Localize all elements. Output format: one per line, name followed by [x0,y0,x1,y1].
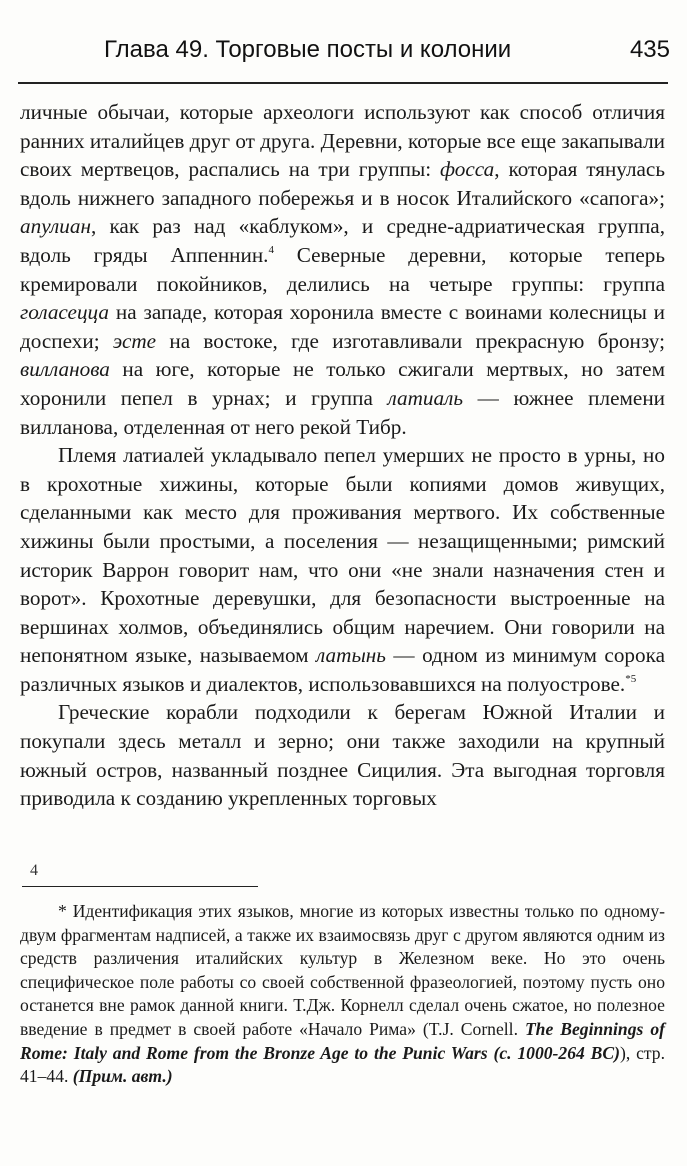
text-run: * Идентификация этих языков, многие из которых известны только по одному-двум фрагментам надписей, а также их взаимосвязь друг с другом являются одним из средств различения италийских культур в Железном веке. Но это очень специфическое поле работы со своей собственной фразеологией, поэтому пусть оно останется вне рамок данной книги. Т.Дж. Корнелл сделал очень сжатое, но полезное введение в предмет в своей работе «Начало Рима» (T.J. Cornell. [20,901,665,1039]
text-run: Северные деревни, которые теперь кремировали покойников, делились на четыре группы: группа [20,242,665,296]
chapter-title: Глава 49. Торговые посты и колонии [104,36,512,63]
text-run: — южнее племени вилланова, отделенная от него рекой Тибр. [20,385,665,439]
italic-term: вилланова [20,357,110,382]
italic-term: латиаль [387,385,463,410]
emphasis-text: The Beginnings of Rome: Italy and Rome from the Bronze Age to the Punic Wars (c. 1000-264 BC) [20,1018,665,1063]
header-rule [18,82,668,84]
text-run: личные обычаи, которые археологи используют как способ отличия ранних италийцев друг от друга. Деревни, которые все еще закапывали своих мертвецов, распались на три группы: [20,100,665,182]
paragraph [20,698,665,812]
text-run: Племя латиалей укладывало пепел умерших не просто в урны, но в крохотные хижины, которые были копиями домов живущих, сделанными как место для проживания мертвого. Их собственные хижины были простыми, а поселения — незащищенными; римский историк Варрон говорит нам, что они «не знали назначения стен и ворот». Крохотные деревушки, для безопасности выстроенные на вершинах холмов, объединялись общим наречием. Они говорили на непонятном языке, называемом [20,443,665,668]
text-run: ), стр. 41–44. [20,1042,665,1087]
text-run: Греческие корабли подходили к берегам Южной Италии и покупали здесь металл и зерно; они также заходили на крупный южный остров, названный позднее Сицилия. Эта выгодная торговля приводила к созданию укрепленных торговых [20,700,665,811]
footnote [20,900,665,1089]
text-run: на юге, которые не только сжигали мертвых, но затем хоронили пепел в урнах; и группа [20,357,665,410]
text-run: , как раз над «каблуком», и средне-адриатическая группа, вдоль гряды Аппеннин. [20,214,665,267]
page-number: 435 [629,36,670,63]
note-ref: *5 [625,672,637,685]
paragraph [20,441,665,698]
footnote-paragraph [20,900,665,1089]
running-header [18,36,670,64]
italic-term: латынь [316,643,386,668]
paragraph [20,98,665,441]
emphasis-text: (Прим. авт.) [72,1066,173,1087]
note-ref: 4 [268,243,274,256]
italic-term: голасецца [20,300,109,325]
footnote-marker: 4 [30,862,38,879]
footnote-divider [22,886,258,887]
body-text [20,98,665,813]
text-run: , которая тянулась вдоль нижнего западного побережья и в носок Италийского «сапога»; [20,157,665,210]
text-run: — одном из минимум сорока различных языков и диалектов, использовавшихся на полуострове. [20,643,665,696]
italic-term: эсте [112,328,157,353]
italic-term: фосса [440,157,495,182]
text-run: на западе, которая хоронила вместе с воинами колесницы и доспехи; [20,300,665,353]
text-run: на востоке, где изготавливали прекрасную бронзу; [156,328,665,353]
italic-term: апулиан [20,214,91,239]
